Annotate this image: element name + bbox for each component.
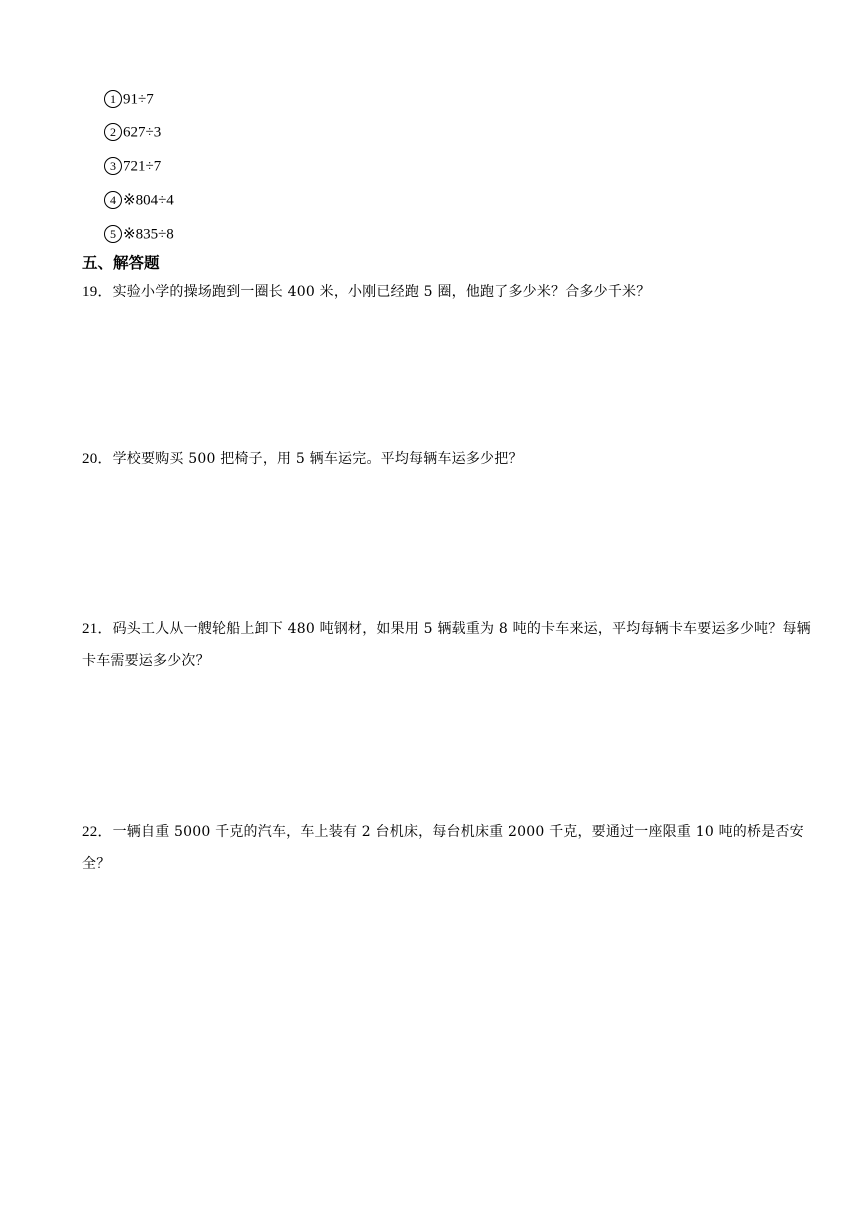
- question-number: 21．: [82, 621, 113, 637]
- circled-number-marker: 5: [104, 225, 122, 243]
- question-21: [82, 613, 822, 677]
- circled-number-marker: 2: [104, 123, 122, 141]
- circled-number-marker: 4: [104, 191, 122, 209]
- circled-number-marker: 3: [104, 157, 122, 175]
- calculation-expression: 721÷7: [123, 158, 162, 175]
- question-19: [82, 276, 822, 308]
- calculation-expression: ※835÷8: [123, 226, 174, 243]
- question-text: 学校要购买 500 把椅子，用 5 辆车运完。平均每辆车运多少把？: [112, 451, 523, 467]
- question-20: [82, 443, 822, 475]
- calculation-expression: ※804÷4: [123, 192, 174, 209]
- section-heading: 五、解答题: [82, 254, 160, 272]
- circled-number-marker: 1: [104, 90, 122, 108]
- question-number: 19．: [82, 284, 113, 300]
- calculation-item-3: [104, 156, 161, 176]
- calculation-item-1: [104, 89, 154, 109]
- calculation-item-4: [104, 190, 174, 210]
- calculation-item-5: [104, 224, 174, 244]
- calculation-expression: 627÷3: [123, 124, 162, 141]
- calculation-expression: 91÷7: [123, 91, 154, 108]
- question-number: 22．: [82, 824, 113, 840]
- question-number: 20．: [82, 451, 113, 467]
- calculation-item-2: [104, 122, 161, 142]
- question-22: [82, 816, 822, 880]
- question-text: 实验小学的操场跑到一圈长 400 米，小刚已经跑 5 圈，他跑了多少米？合多少千米？: [112, 284, 651, 300]
- question-text: 码头工人从一艘轮船上卸下 480 吨钢材，如果用 5 辆载重为 8 吨的卡车来运，平均每辆卡车要运多少吨？每辆卡车需要运多少次？: [82, 621, 811, 669]
- question-text: 一辆自重 5000 千克的汽车，车上装有 2 台机床，每台机床重 2000 千克，要通过一座限重 10 吨的桥是否安全？: [82, 824, 804, 872]
